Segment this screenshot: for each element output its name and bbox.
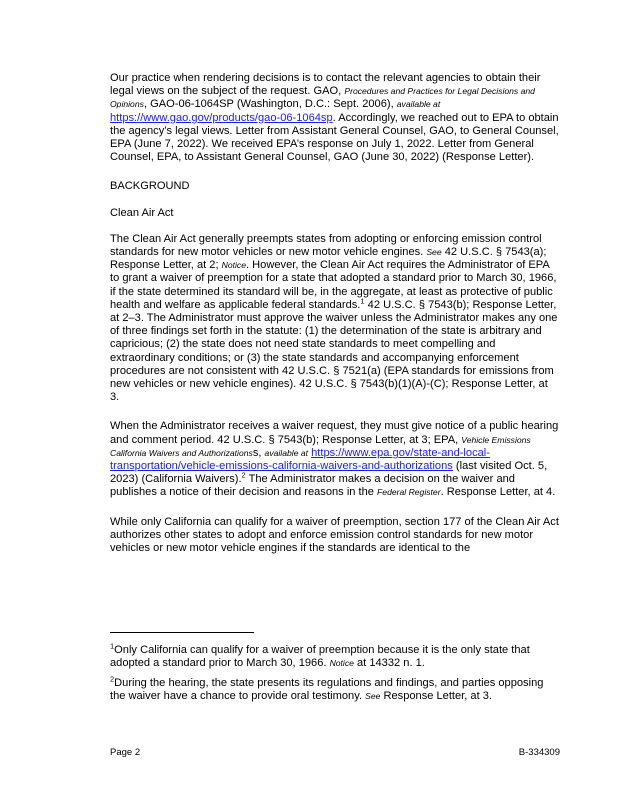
caa-text-2: 42 U.S.C. § 7543(a); Response Letter, at 2;	[110, 246, 547, 272]
footnote-2-see: See	[365, 691, 381, 702]
footnote-1-text-2: at 14332 n. 1.	[353, 657, 425, 670]
intro-text-2: , GAO-06-1064SP (Washington, D.C.: Sept. 2006),	[143, 98, 397, 111]
footnote-ref-1[interactable]: 1	[360, 296, 365, 306]
section-177-paragraph: While only California can qualify for a waiver of preemption, section 177 of the Clean Air Act authorizes other states to adopt and enforce emission control standards for new motor vehicles or new motor vehicle engines if the standards are identical to the	[110, 515, 559, 555]
admin-text-2: s,	[252, 446, 265, 459]
background-heading: BACKGROUND	[110, 180, 190, 193]
intro-paragraph	[110, 72, 560, 164]
footnote-2-number: 2	[110, 674, 115, 684]
caa-see: See	[426, 247, 442, 258]
intro-text-3: . Accordingly, we reached out to EPA to obtain the agency’s legal views. Letter from Assistant General Counsel, GAO, to General Counsel, EPA (June 7, 2022). We received EPA’s response on July 1, 2022. Letter from General Counsel, EPA, to Assistant General Counsel, GAO (June 30, 2022) (Response Letter).	[110, 111, 559, 164]
admin-text-5: . Response Letter, at 4.	[440, 486, 556, 499]
page-number: Page 2	[110, 747, 141, 758]
footnote-separator	[110, 632, 254, 633]
admin-text-4: The Administrator makes a decision on the waiver and publishes a notice of their decision and reasons in the	[110, 473, 515, 499]
footnote-1	[110, 641, 560, 670]
document-body	[110, 72, 560, 555]
admin-available-at: available at	[264, 447, 309, 458]
caa-text-1: The Clean Air Act generally preempts states from adopting or enforcing emission control standards for new motor vehicles or new motor vehicle engines.	[110, 232, 542, 259]
gao-link[interactable]: https://www.gao.gov/products/gao-06-1064sp	[110, 111, 333, 124]
admin-text-3: (last visited Oct. 5, 2023) (California Waivers).	[110, 460, 548, 486]
footnote-2	[110, 674, 560, 703]
intro-citation-title: Procedures and Practices for Legal Decisions and Opinions	[110, 86, 535, 110]
admin-text-1: When the Administrator receives a waiver request, they must give notice of a public hearing and comment period. 42 U.S.C. § 7543(b); Response Letter, at 3; EPA,	[110, 420, 559, 446]
clean-air-act-heading: Clean Air Act	[110, 206, 174, 219]
document-id: B-334309	[518, 747, 560, 758]
intro-available-at: available at	[396, 99, 441, 110]
footnote-2-text-2: Response Letter, at 3.	[380, 690, 493, 703]
epa-link[interactable]: https://www.epa.gov/state-and-local-transportation/vehicle-emissions-california-waivers-and-authorizations	[110, 446, 490, 473]
caa-text-3: . However, the Clean Air Act requires the Administrator of EPA to grant a waiver of preemption for a state that adopted a standard prior to March 30, 1966, if the state determined its standard will be, in the aggregate, at least as protective of public health and welfare as applicable federal standards.	[110, 259, 557, 311]
admin-citation-title: Vehicle Emissions California Waivers and Authorizations	[110, 434, 531, 458]
clean-air-act-paragraph	[110, 233, 560, 405]
footnote-2-text-1: During the hearing, the state presents its regulations and findings, and parties opposing the waiver have a chance to provide oral testimony.	[110, 677, 544, 703]
administrator-paragraph	[110, 420, 560, 499]
federal-register: Federal Register	[377, 487, 441, 498]
intro-text-1: Our practice when rendering decisions is to contact the relevant agencies to obtain their legal views on the subject of the request. GAO,	[110, 72, 541, 98]
caa-text-4: 42 U.S.C. § 7543(b); Response Letter, at 2–3. The Administrator must approve the waiver unless the Administrator makes any one of three findings set forth in the statute: (1) the determination of the state is arbitrary and capricious; (2) the state does not need state standards to meet compelling and extraordinary conditions; or (3) the state standards and accompanying enforcement procedures are not consistent with 42 U.S.C. § 7521(a) (EPA standards for emissions from new vehicles or new vehicle engines). 42 U.S.C. § 7543(b)(1)(A)-(C); Response Letter, at 3.	[110, 298, 558, 404]
footnote-1-number: 1	[110, 641, 115, 651]
footnote-1-notice: Notice	[329, 658, 354, 669]
footnote-1-text-1: Only California can qualify for a waiver of preemption because it is the only state that adopted a standard prior to March 30, 1966.	[110, 644, 530, 670]
footnote-ref-2[interactable]: 2	[241, 470, 246, 480]
caa-notice: Notice	[221, 260, 246, 271]
